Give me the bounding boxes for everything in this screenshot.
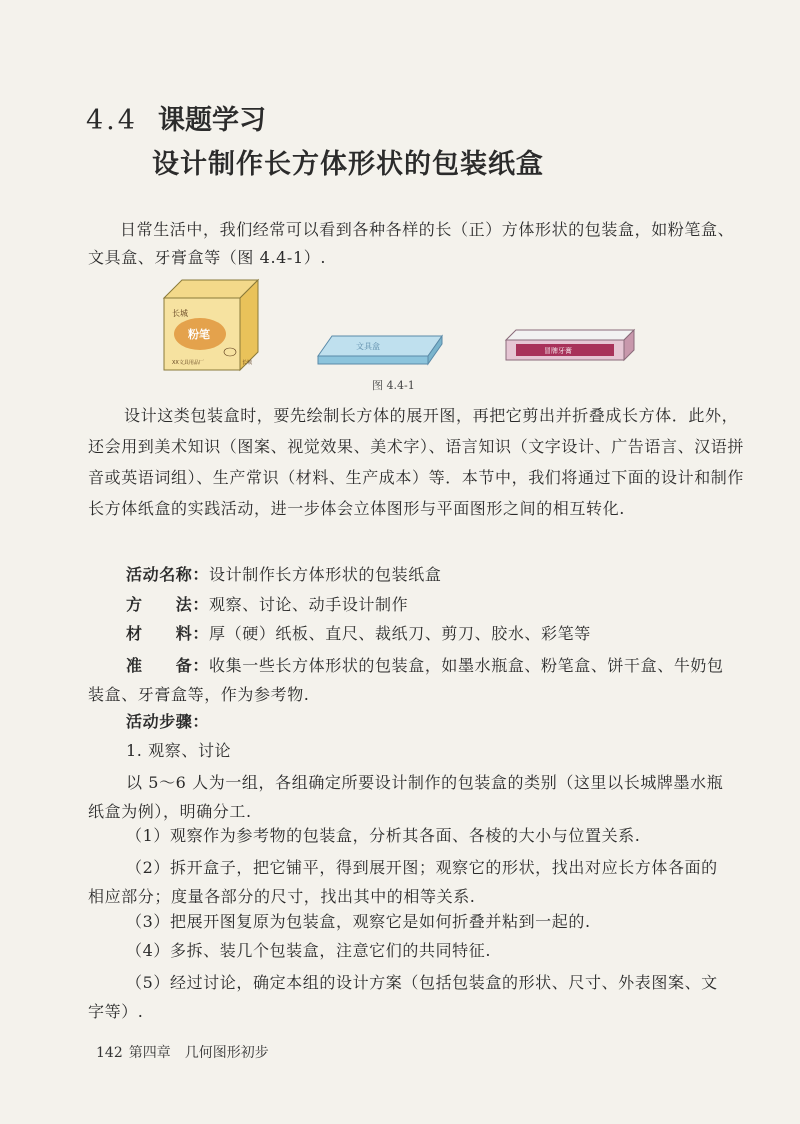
chalk-box-side-text: 长城 bbox=[242, 360, 253, 366]
figure-caption: 图 4.4-1 bbox=[372, 379, 415, 392]
step-item: （5）经过讨论，确定本组的设计方案（包括包装盒的形状、尺寸、外表图案、文字等）. bbox=[88, 973, 718, 1021]
activity-name-value: 设计制作长方体形状的包装纸盒 bbox=[209, 565, 442, 584]
step-item: （1）观察作为参考物的包装盒，分析其各面、各棱的大小与位置关系. bbox=[126, 826, 641, 845]
activity-name-label: 活动名称： bbox=[126, 565, 210, 584]
step1-title: 1. 观察、讨论 bbox=[126, 741, 232, 760]
chalk-box-illustration bbox=[164, 280, 258, 370]
step-item: （4）多拆、装几个包装盒，注意它们的共同特征. bbox=[126, 941, 492, 960]
activity-method bbox=[126, 593, 408, 617]
chalk-box-maker: XX文具用品厂 bbox=[172, 360, 204, 366]
activity-method-label: 方 法： bbox=[126, 595, 210, 614]
page-number: 142 bbox=[96, 1045, 123, 1061]
activity-prep bbox=[88, 651, 728, 709]
step-item: （3）把展开图复原为包装盒，观察它是如何折叠并粘到一起的. bbox=[126, 912, 591, 931]
page-footer bbox=[96, 1042, 269, 1062]
activity-prep-value: 收集一些长方体形状的包装盒，如墨水瓶盒、粉笔盒、饼干盒、牛奶包装盒、牙膏盒等，作为参考物. bbox=[88, 656, 724, 704]
activity-name bbox=[126, 563, 441, 587]
body-paragraph: 设计这类包装盒时，要先绘制长方体的展开图，再把它剪出并折叠成长方体．此外，还会用到美术知识（图案、视觉效果、美术字）、语言知识（文字设计、广告语言、汉语拼音或英语词组）、生产常识（材料、生产成本）等．本节中，我们将通过下面的设计和制作长方体纸盒的实践活动，进一步体会立体图形与平面图形之间的相互转化. bbox=[88, 406, 745, 518]
figure-4-4-1 bbox=[160, 276, 640, 376]
section-label: 课题学习 bbox=[157, 105, 266, 136]
activity-material bbox=[126, 622, 591, 646]
step-item: （2）拆开盒子，把它铺平，得到展开图；观察它的形状，找出对应长方体各面的相应部分；度量各部分的尺寸，找出其中的相等关系. bbox=[88, 858, 718, 906]
pencil-box-illustration bbox=[318, 336, 442, 364]
step1-intro: 以 5～6 人为一组，各组确定所要设计制作的包装盒的类别（这里以长城牌墨水瓶纸盒为例），明确分工. bbox=[88, 773, 724, 821]
chalk-box-brand: 长城 bbox=[172, 309, 188, 318]
activity-material-value: 厚（硬）纸板、直尺、裁纸刀、剪刀、胶水、彩笔等 bbox=[209, 624, 591, 643]
chapter-title: 第四章 几何图形初步 bbox=[128, 1045, 269, 1061]
activity-prep-label: 准 备： bbox=[126, 656, 210, 675]
section-heading bbox=[86, 98, 266, 137]
section-number: 4.4 bbox=[86, 105, 138, 136]
activity-material-label: 材 料： bbox=[126, 624, 210, 643]
section-title: 设计制作长方体形状的包装纸盒 bbox=[152, 149, 544, 180]
intro-paragraph: 日常生活中，我们经常可以看到各种各样的长（正）方体形状的包装盒，如粉笔盒、文具盒、牙膏盒等（图 4.4-1）. bbox=[88, 220, 735, 267]
activity-method-value: 观察、讨论、动手设计制作 bbox=[209, 595, 409, 614]
toothpaste-box-label: 冒牌牙膏 bbox=[544, 347, 572, 355]
pencil-box-label: 文具盒 bbox=[356, 342, 380, 351]
chalk-box-product: 粉笔 bbox=[188, 328, 210, 341]
activity-steps-label: 活动步骤： bbox=[126, 712, 210, 731]
toothpaste-box-illustration bbox=[506, 330, 634, 360]
